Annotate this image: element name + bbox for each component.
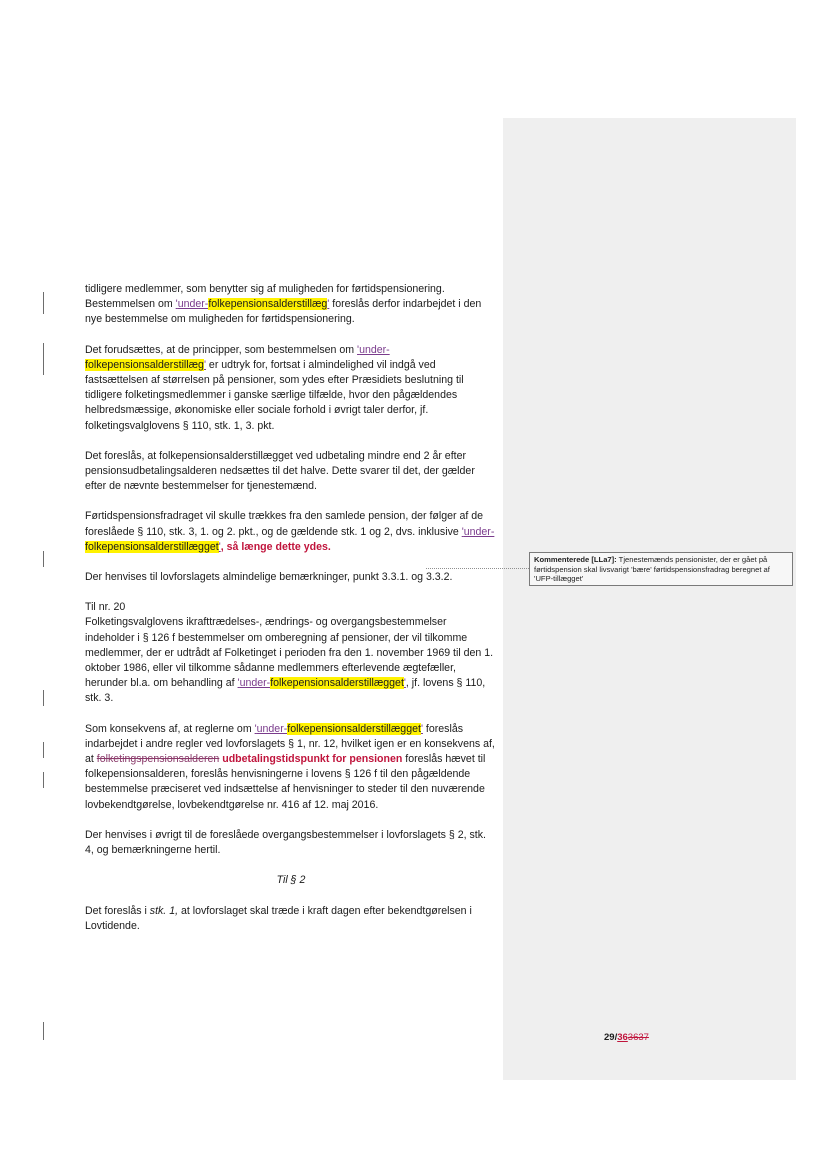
change-bar: [43, 1022, 44, 1040]
page-number: 29/363637: [604, 1032, 649, 1043]
deleted-text: folketingspensionsalderen: [96, 753, 220, 766]
inserted-text: udbetalingstidspunkt for pensionen: [219, 753, 403, 766]
paragraph: Det foreslås, at folkepensionsalderstillægget ved udbetaling mindre end 2 år efter pensionsudbetalingsalderen nedsættes til det halve. Dette svarer til det, der gælder efter de nævnte bestemmelser for tjenestemænd.: [85, 449, 475, 493]
paragraph: tidligere medlemmer, som benytter sig af muligheden for førtidspensionering. Bestemmelsen om 'under-folkepensionsalderstillæg' foreslås derfor indarbejdet i den nye bestemmelse om muligheden for førtidspensionering.: [85, 283, 482, 326]
paragraph: Der henvises i øvrigt til de foreslåede overgangsbestemmelser i lovforslagets § 2, stk. 4, og bemærkningerne hertil.: [85, 828, 486, 857]
change-bar: [43, 690, 44, 706]
change-bar: [43, 772, 44, 788]
paragraph: Det foreslås i stk. 1, at lovforslaget skal træde i kraft dagen efter bekendtgørelsen i Lovtidende.: [85, 904, 472, 932]
paragraph: Førtidspensionsfradraget vil skulle trækkes fra den samlede pension, der følger af de foreslåede § 110, stk. 3, 1. og 2. pkt., og de gældende stk. 1 og 2, dvs. inklusive 'under-folkepensionsalderstillægget', så længe dette ydes.: [85, 510, 495, 553]
comment-author: Kommenterede [LLa7]:: [534, 555, 617, 564]
paragraph: Det forudsættes, at de principper, som bestemmelsen om 'under-folkepensionsalderstillæg' er udtryk for, fortsat i almindelighed vil indgå ved fastsættelsen af størrelsen på pensioner, som ydes efter Præsidiets beslutning til tidligere folketingsmedlemmer i ganske særlige tilfælde, hvor den pågældendes helbredsmæssige, økonomiske eller sociale forhold i øvrigt taler derfor, jf. folketingsvalglovens § 110, stk. 1, 3. pkt.: [85, 343, 464, 432]
comment-text: Tjenestemænds pensionister, der er gået på førtidspension skal livsvarigt 'bære' førtidspensionsfradrag beregnet af 'UFP-tillægget': [534, 555, 770, 583]
paragraph: Der henvises til lovforslagets almindelige bemærkninger, punkt 3.3.1. og 3.3.2.: [85, 571, 453, 584]
body-text: [85, 282, 497, 949]
comment-connector-line: [426, 568, 529, 569]
section-heading: Til § 2: [276, 874, 306, 887]
section-heading: Til nr. 20: [85, 601, 126, 614]
paragraph: Som konsekvens af, at reglerne om 'under-folkepensionsalderstillægget' foreslås indarbejdet i andre regler ved lovforslagets § 1, nr. 12, hvilket igen er en konsekvens af, at folketingspensionsalderen udbetalingstidspunkt for pensionen foreslås hævet til folkepensionsalderen, foreslås henvisningerne i lovens § 126 f til den pågældende bestemmelse præciseret ved indsættelse af henvisninger to steder til den nuværende lovbekendtgørelse, lovbekendtgørelse nr. 416 af 12. maj 2016.: [85, 722, 495, 811]
comments-markup-pane: [503, 118, 796, 1080]
paragraph: Til nr. 20 Folketingsvalglovens ikrafttrædelses-, ændrings- og overgangsbestemmelser indeholder i § 126 f bestemmelser om omberegning af pensioner, der vil tilkomme medlemmer, der er udtrådt af Folketinget i perioden fra den 1. november 1969 til den 1. oktober 1986, eller vil tilkomme sådanne medlemmers efterlevende ægtefæller, herunder bl.a. om behandling af 'under-folkepensionsalderstillægget', jf. lovens § 110, stk. 3.: [85, 601, 494, 705]
change-bar: [43, 742, 44, 758]
change-bar: [43, 343, 44, 375]
comment-balloon[interactable]: [529, 552, 793, 586]
change-bar: [43, 551, 44, 567]
change-bar: [43, 292, 44, 314]
